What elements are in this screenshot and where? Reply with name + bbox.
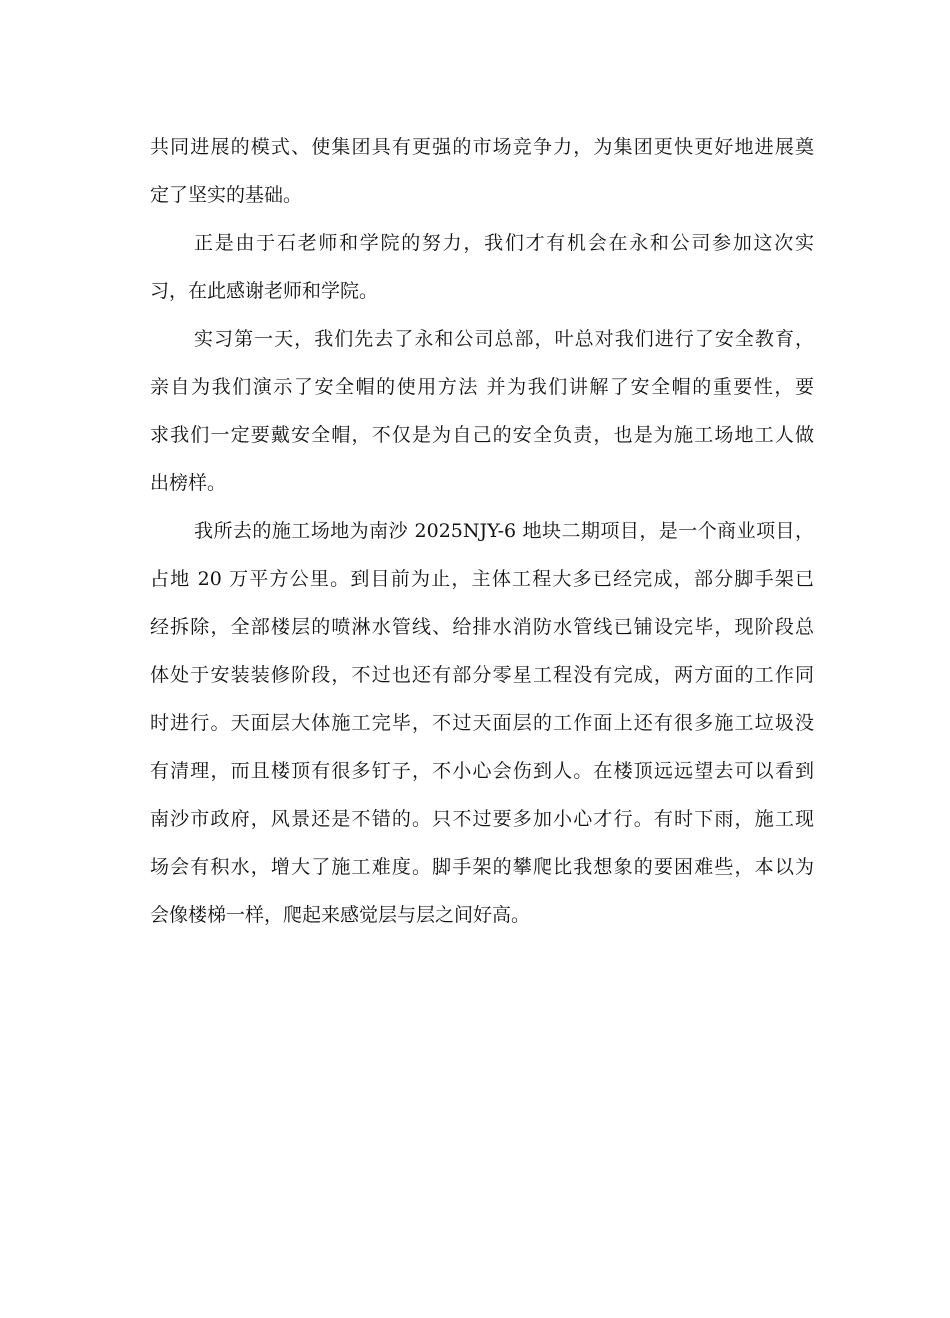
paragraph-line: 求我们一定要戴安全帽，不仅是为自己的安全负责，也是为施工场地工人做 — [150, 424, 814, 446]
paragraph-3 — [150, 315, 814, 507]
paragraph-4 — [150, 507, 814, 939]
paragraph-line: 出榜样。 — [150, 472, 227, 494]
paragraph-line: 我所去的施工场地为南沙 2025NJY-6 地块二期项目，是一个商业项目， — [194, 520, 814, 542]
paragraph-1 — [150, 123, 814, 219]
paragraph-line: 会像楼梯一样，爬起来感觉层与层之间好高。 — [150, 904, 531, 926]
paragraph-line: 共同进展的模式、使集团具有更强的市场竞争力，为集团更快更好地进展奠 — [150, 136, 814, 158]
paragraph-line: 实习第一天，我们先去了永和公司总部，叶总对我们进行了安全教育， — [194, 328, 814, 350]
paragraph-line: 有清理，而且楼顶有很多钉子，不小心会伤到人。在楼顶远远望去可以看到 — [150, 760, 814, 782]
paragraph-line: 时进行。天面层大体施工完毕，不过天面层的工作面上还有很多施工垃圾没 — [150, 712, 814, 734]
paragraph-line: 场会有积水，增大了施工难度。脚手架的攀爬比我想象的要困难些，本以为 — [150, 856, 814, 878]
paragraph-line: 定了坚实的基础。 — [150, 184, 303, 206]
paragraph-line: 亲自为我们演示了安全帽的使用方法 并为我们讲解了安全帽的重要性，要 — [150, 376, 814, 398]
paragraph-line: 正是由于石老师和学院的努力，我们才有机会在永和公司参加这次实 — [194, 232, 814, 254]
paragraph-line: 经拆除，全部楼层的喷淋水管线、给排水消防水管线已铺设完毕，现阶段总 — [150, 616, 814, 638]
paragraph-line: 南沙市政府，风景还是不错的。只不过要多加小心才行。有时下雨，施工现 — [150, 808, 814, 830]
paragraph-line: 体处于安装装修阶段，不过也还有部分零星工程没有完成，两方面的工作同 — [150, 664, 814, 686]
paragraph-line: 习，在此感谢老师和学院。 — [150, 280, 379, 302]
document-body — [150, 123, 814, 939]
paragraph-line: 占地 20 万平方公里。到目前为止，主体工程大多已经完成，部分脚手架已 — [150, 568, 814, 590]
paragraph-2 — [150, 219, 814, 315]
